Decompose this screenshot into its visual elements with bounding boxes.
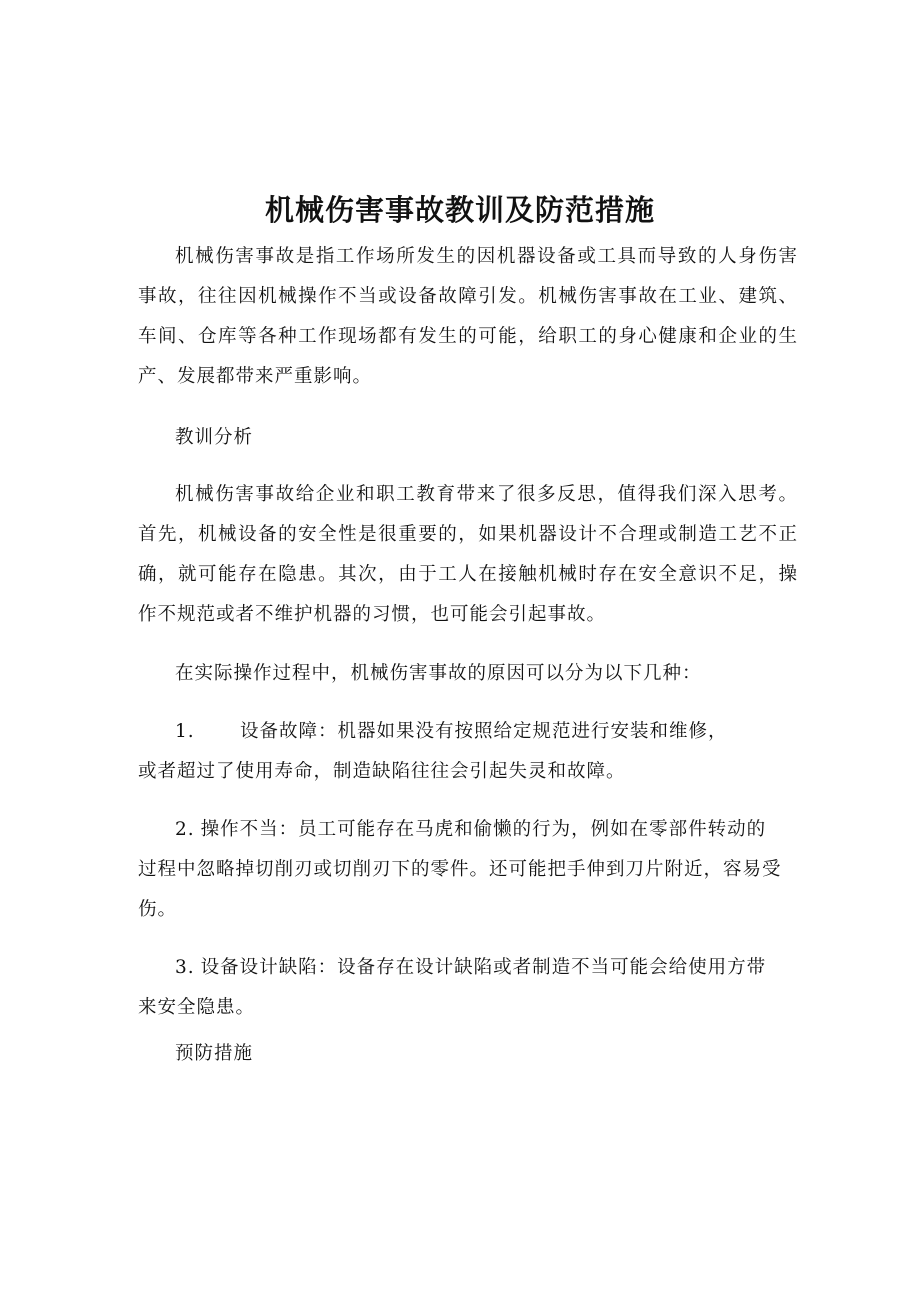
cause-text-rest: 或者超过了使用寿命，制造缺陷往往会引起失灵和故障。 [138, 761, 626, 782]
intro-paragraph: 机械伤害事故是指工作场所发生的因机器设备或工具而导致的人身伤害事故，往往因机械操作不当或设备故障引发。机械伤害事故在工业、建筑、车间、仓库等各种工作现场都有发生的可能，给职工的身心健康和企业的生产、发展都带来严重影响。 [138, 246, 798, 387]
cause-text-line1: 操作不当：员工可能存在马虎和偷懒的行为，例如在零部件转动的 [200, 819, 767, 840]
cause-text-rest: 来安全隐患。 [138, 997, 256, 1018]
cause-number: 3. [175, 957, 195, 978]
cause-text-rest: 过程中忽略掉切削刃或切削刃下的零件。还可能把手伸到刀片附近，容易受伤。 [138, 859, 782, 920]
document-title: 机械伤害事故教训及防范措施 [264, 193, 655, 227]
cause-text-line1: 设备设计缺陷：设备存在设计缺陷或者制造不当可能会给使用方带 [200, 957, 767, 978]
cause-item-3 [138, 948, 798, 1028]
cause-number: 2. [175, 819, 195, 840]
cause-item-1 [138, 712, 798, 792]
causes-intro: 在实际操作过程中，机械伤害事故的原因可以分为以下几种： [175, 663, 702, 684]
section-heading-lessons: 教训分析 [175, 427, 254, 448]
cause-item-2 [138, 810, 798, 930]
section-heading-prevention: 预防措施 [175, 1043, 254, 1064]
cause-number: 1. [175, 721, 195, 742]
lessons-paragraph: 机械伤害事故给企业和职工教育带来了很多反思，值得我们深入思考。首先，机械设备的安全性是很重要的，如果机器设计不合理或制造工艺不正确，就可能存在隐患。其次，由于工人在接触机械时存在安全意识不足，操作不规范或者不维护机器的习惯，也可能会引起事故。 [138, 484, 798, 625]
cause-text-line1: 设备故障：机器如果没有按照给定规范进行安装和维修， [240, 721, 728, 742]
